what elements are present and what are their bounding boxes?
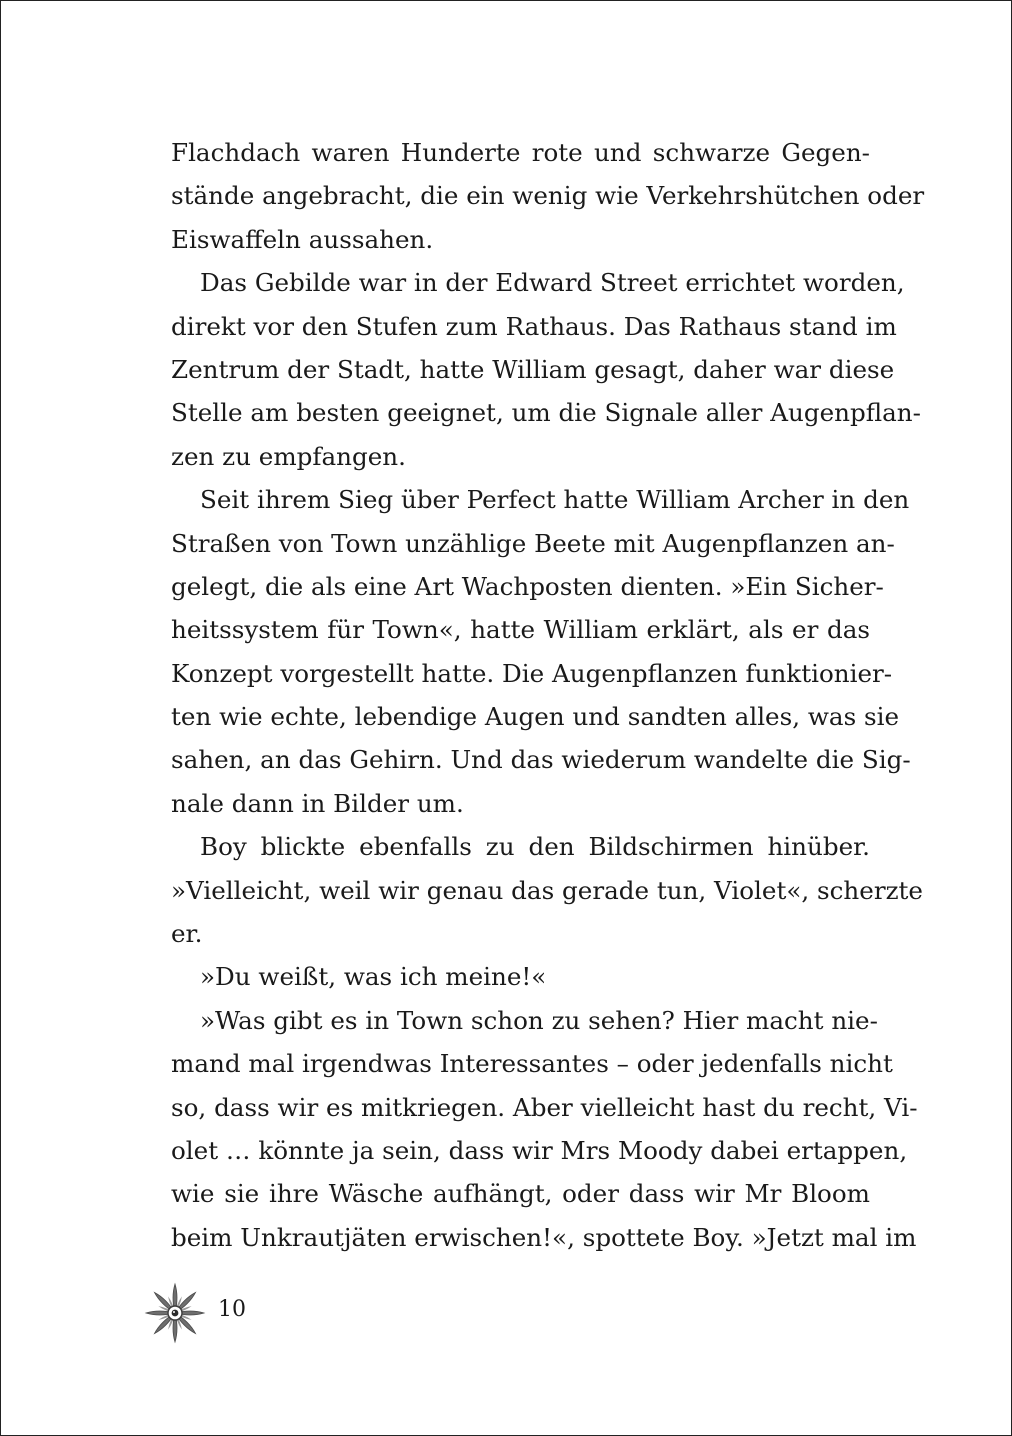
text-line: Konzept vorgestellt hatte. Die Augenpflanzen funktionier- (171, 658, 893, 688)
text-line: Straßen von Town unzählige Beete mit Augenpflanzen an- (171, 528, 895, 558)
text-line: »Du weißt, was ich meine!« (200, 962, 547, 992)
text-line: wie sie ihre Wäsche aufhängt, oder dass wir Mr Bloom (171, 1179, 870, 1209)
text-line: mand mal irgendwas Interessantes – oder jedenfalls nicht (171, 1049, 893, 1079)
text-line: Boy blickte ebenfalls zu den Bildschirmen hinüber. (200, 832, 870, 862)
text-line: stände angebracht, die ein wenig wie Verkehrshütchen oder (171, 181, 925, 211)
text-line: Zentrum der Stadt, hatte William gesagt, daher war diese (171, 354, 895, 384)
text-line: Das Gebilde war in der Edward Street errichtet worden, (200, 268, 905, 298)
text-line: gelegt, die als eine Art Wachposten dienten. »Ein Sicher- (171, 571, 884, 601)
text-line: Flachdach waren Hunderte rote und schwarze Gegen- (171, 138, 870, 167)
text-line: nale dann in Bilder um. (171, 788, 464, 818)
flower-icon (143, 1281, 207, 1345)
text-line: Eiswaffeln aussahen. (171, 224, 434, 254)
body-text (171, 131, 925, 1259)
text-line: olet … könnte ja sein, dass wir Mrs Moody dabei ertappen, (171, 1135, 908, 1165)
text-line: heitssystem für Town«, hatte William erklärt, als er das (171, 615, 870, 645)
text-line: Stelle am besten geeignet, um die Signale aller Augenpflan- (171, 398, 921, 428)
page-footer (143, 1281, 263, 1351)
text-line: »Was gibt es in Town schon zu sehen? Hier macht nie- (200, 1005, 878, 1035)
text-line: »Vielleicht, weil wir genau das gerade tun, Violet«, scherzte (171, 875, 923, 905)
page-number: 10 (218, 1297, 246, 1322)
text-line: er. (171, 919, 203, 949)
text-line: zen zu empfangen. (171, 441, 406, 471)
text-line: ten wie echte, lebendige Augen und sandten alles, was sie (171, 702, 900, 732)
text-line: sahen, an das Gehirn. Und das wiederum wandelte die Sig- (171, 745, 911, 775)
text-line: beim Unkrautjäten erwischen!«, spottete Boy. »Jetzt mal im (171, 1222, 917, 1252)
text-line: direkt vor den Stufen zum Rathaus. Das Rathaus stand im (171, 311, 897, 341)
text-line: Seit ihrem Sieg über Perfect hatte William Archer in den (200, 485, 910, 515)
text-line: so, dass wir es mitkriegen. Aber vielleicht hast du recht, Vi- (171, 1092, 918, 1122)
